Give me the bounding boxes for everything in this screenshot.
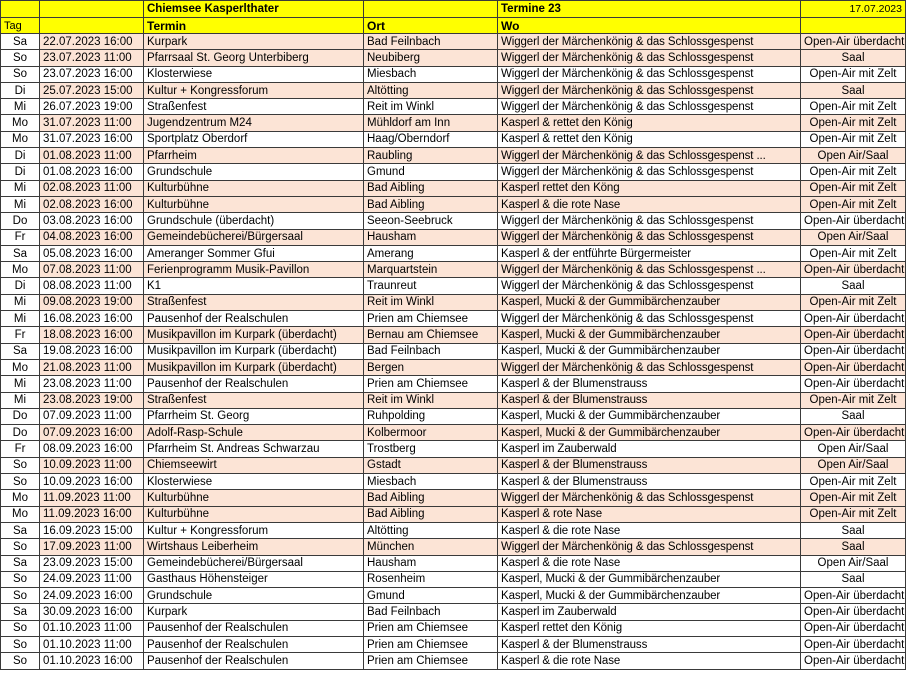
cell-type[interactable]: Open-Air überdacht: [801, 327, 906, 343]
cell-venue[interactable]: Pfarrheim St. Andreas Schwarzau: [144, 441, 364, 457]
cell-day[interactable]: Sa: [1, 555, 40, 571]
cell-date[interactable]: 31.07.2023 11:00: [40, 115, 144, 131]
cell-date[interactable]: 23.07.2023 16:00: [40, 66, 144, 82]
cell-town[interactable]: Seeon-Seebruck: [364, 213, 498, 229]
cell-day[interactable]: So: [1, 653, 40, 669]
cell-day[interactable]: So: [1, 636, 40, 652]
cell-venue[interactable]: Musikpavillon im Kurpark (überdacht): [144, 327, 364, 343]
table-row: [1, 50, 906, 66]
cell-date[interactable]: 11.09.2023 16:00: [40, 506, 144, 522]
cell-type[interactable]: Open-Air überdacht: [801, 343, 906, 359]
cell-empty[interactable]: [801, 18, 906, 34]
cell-type[interactable]: Open-Air überdacht: [801, 262, 906, 278]
cell-show[interactable]: Kasperl & rettet den König: [498, 115, 801, 131]
cell-show[interactable]: Wiggerl der Märchenkönig & das Schlossgespenst: [498, 213, 801, 229]
cell-day[interactable]: So: [1, 474, 40, 490]
table-row: [1, 196, 906, 212]
cell-day[interactable]: Mi: [1, 294, 40, 310]
cell-show[interactable]: Wiggerl der Märchenkönig & das Schlossgespenst: [498, 164, 801, 180]
table-row: [1, 620, 906, 636]
cell-day[interactable]: Di: [1, 148, 40, 164]
cell-show[interactable]: Kasperl & der Blumenstrauss: [498, 457, 801, 473]
cell-town[interactable]: Raubling: [364, 148, 498, 164]
cell-day[interactable]: Mo: [1, 262, 40, 278]
cell-show[interactable]: Kasperl im Zauberwald: [498, 604, 801, 620]
cell-show[interactable]: Wiggerl der Märchenkönig & das Schlossgespenst: [498, 359, 801, 375]
cell-day[interactable]: So: [1, 457, 40, 473]
cell-day[interactable]: Mi: [1, 180, 40, 196]
cell-date[interactable]: 08.09.2023 16:00: [40, 441, 144, 457]
col-header-tag[interactable]: Tag: [1, 18, 40, 34]
cell-venue[interactable]: Straßenfest: [144, 99, 364, 115]
table-row: [1, 311, 906, 327]
cell-venue[interactable]: Sportplatz Oberdorf: [144, 131, 364, 147]
cell-town[interactable]: Bad Feilnbach: [364, 343, 498, 359]
cell-show[interactable]: Kasperl, Mucki & der Gummibärchenzauber: [498, 425, 801, 441]
cell-date[interactable]: 24.09.2023 11:00: [40, 571, 144, 587]
cell-type[interactable]: Saal: [801, 82, 906, 98]
cell-venue[interactable]: Kurpark: [144, 34, 364, 50]
cell-date[interactable]: 04.08.2023 16:00: [40, 229, 144, 245]
table-row: [1, 457, 906, 473]
cell-town[interactable]: Bernau am Chiemsee: [364, 327, 498, 343]
cell-venue[interactable]: Pausenhof der Realschulen: [144, 653, 364, 669]
table-row: [1, 522, 906, 538]
cell-venue[interactable]: K1: [144, 278, 364, 294]
cell-day[interactable]: Fr: [1, 441, 40, 457]
table-row: [1, 164, 906, 180]
cell-type[interactable]: Open-Air überdacht: [801, 588, 906, 604]
cell-town[interactable]: Bergen: [364, 359, 498, 375]
table-row: [1, 425, 906, 441]
table-row: [1, 571, 906, 587]
cell-empty[interactable]: [1, 1, 40, 18]
cell-venue[interactable]: Gasthaus Höhensteiger: [144, 571, 364, 587]
table-row: [1, 408, 906, 424]
table-row: [1, 441, 906, 457]
table-row: [1, 115, 906, 131]
cell-day[interactable]: Di: [1, 82, 40, 98]
cell-date[interactable]: 01.10.2023 11:00: [40, 636, 144, 652]
cell-empty[interactable]: [40, 18, 144, 34]
cell-date[interactable]: 18.08.2023 16:00: [40, 327, 144, 343]
cell-date[interactable]: 24.09.2023 16:00: [40, 588, 144, 604]
cell-date[interactable]: 01.08.2023 11:00: [40, 148, 144, 164]
cell-type[interactable]: Open-Air mit Zelt: [801, 99, 906, 115]
cell-day[interactable]: So: [1, 571, 40, 587]
cell-date[interactable]: 01.10.2023 16:00: [40, 653, 144, 669]
col-header-termin[interactable]: Termin: [144, 18, 364, 34]
cell-venue[interactable]: Kulturbühne: [144, 196, 364, 212]
cell-town[interactable]: Hausham: [364, 555, 498, 571]
cell-day[interactable]: Mi: [1, 311, 40, 327]
cell-date[interactable]: 23.09.2023 15:00: [40, 555, 144, 571]
cell-type[interactable]: Saal: [801, 522, 906, 538]
cell-show[interactable]: Kasperl im Zauberwald: [498, 441, 801, 457]
cell-show[interactable]: Wiggerl der Märchenkönig & das Schlossgespenst: [498, 82, 801, 98]
cell-venue[interactable]: Pausenhof der Realschulen: [144, 636, 364, 652]
cell-date[interactable]: 26.07.2023 19:00: [40, 99, 144, 115]
cell-venue[interactable]: Musikpavillon im Kurpark (überdacht): [144, 343, 364, 359]
table-row: [1, 99, 906, 115]
cell-venue[interactable]: Chiemseewirt: [144, 457, 364, 473]
table-row: [1, 229, 906, 245]
cell-date[interactable]: 23.07.2023 11:00: [40, 50, 144, 66]
cell-type[interactable]: Open Air/Saal: [801, 148, 906, 164]
cell-show[interactable]: Kasperl & rote Nase: [498, 506, 801, 522]
cell-day[interactable]: Mo: [1, 115, 40, 131]
cell-town[interactable]: Rosenheim: [364, 571, 498, 587]
cell-day[interactable]: Di: [1, 164, 40, 180]
cell-show[interactable]: Wiggerl der Märchenkönig & das Schlossgespenst: [498, 66, 801, 82]
table-row: [1, 604, 906, 620]
cell-town[interactable]: Bad Aibling: [364, 490, 498, 506]
cell-show[interactable]: Kasperl, Mucki & der Gummibärchenzauber: [498, 571, 801, 587]
cell-town[interactable]: Ruhpolding: [364, 408, 498, 424]
cell-show[interactable]: Wiggerl der Märchenkönig & das Schlossgespenst: [498, 50, 801, 66]
cell-day[interactable]: Sa: [1, 34, 40, 50]
cell-date[interactable]: 07.09.2023 16:00: [40, 425, 144, 441]
cell-type[interactable]: Open-Air überdacht: [801, 620, 906, 636]
table-row: [1, 180, 906, 196]
cell-type[interactable]: Open-Air mit Zelt: [801, 392, 906, 408]
cell-show[interactable]: Kasperl & die rote Nase: [498, 196, 801, 212]
cell-day[interactable]: Do: [1, 213, 40, 229]
cell-town[interactable]: Miesbach: [364, 474, 498, 490]
cell-day[interactable]: Sa: [1, 604, 40, 620]
cell-empty[interactable]: [364, 1, 498, 18]
cell-day[interactable]: So: [1, 66, 40, 82]
cell-show[interactable]: Wiggerl der Märchenkönig & das Schlossgespenst: [498, 34, 801, 50]
cell-town[interactable]: Bad Aibling: [364, 196, 498, 212]
cell-show[interactable]: Kasperl & der Blumenstrauss: [498, 636, 801, 652]
table-row: [1, 66, 906, 82]
cell-venue[interactable]: Kurpark: [144, 604, 364, 620]
table-row: [1, 474, 906, 490]
cell-type[interactable]: Open Air/Saal: [801, 229, 906, 245]
cell-date[interactable]: 09.08.2023 19:00: [40, 294, 144, 310]
cell-date[interactable]: 16.08.2023 16:00: [40, 311, 144, 327]
cell-day[interactable]: Mi: [1, 392, 40, 408]
cell-day[interactable]: Di: [1, 278, 40, 294]
cell-town[interactable]: Gmund: [364, 164, 498, 180]
cell-venue[interactable]: Kulturbühne: [144, 490, 364, 506]
cell-day[interactable]: So: [1, 50, 40, 66]
table-row: [1, 343, 906, 359]
cell-day[interactable]: Mo: [1, 506, 40, 522]
cell-show[interactable]: Kasperl & rettet den König: [498, 131, 801, 147]
cell-venue[interactable]: Gemeindebücherei/Bürgersaal: [144, 229, 364, 245]
cell-type[interactable]: Open-Air mit Zelt: [801, 490, 906, 506]
cell-type[interactable]: Open-Air mit Zelt: [801, 196, 906, 212]
cell-type[interactable]: Open-Air mit Zelt: [801, 506, 906, 522]
cell-venue[interactable]: Straßenfest: [144, 392, 364, 408]
cell-date[interactable]: 07.09.2023 11:00: [40, 408, 144, 424]
cell-show[interactable]: Kasperl & der Blumenstrauss: [498, 392, 801, 408]
cell-day[interactable]: Mo: [1, 131, 40, 147]
cell-date[interactable]: 01.10.2023 11:00: [40, 620, 144, 636]
cell-date[interactable]: 03.08.2023 16:00: [40, 213, 144, 229]
cell-date[interactable]: 05.08.2023 16:00: [40, 245, 144, 261]
cell-show[interactable]: Wiggerl der Märchenkönig & das Schlossgespenst: [498, 311, 801, 327]
cell-town[interactable]: Marquartstein: [364, 262, 498, 278]
cell-show[interactable]: Kasperl & der entführte Bürgermeister: [498, 245, 801, 261]
cell-town[interactable]: Bad Feilnbach: [364, 604, 498, 620]
cell-day[interactable]: Fr: [1, 229, 40, 245]
cell-venue[interactable]: Ameranger Sommer Gfui: [144, 245, 364, 261]
cell-type[interactable]: Open-Air überdacht: [801, 311, 906, 327]
table-row: [1, 506, 906, 522]
cell-venue[interactable]: Musikpavillon im Kurpark (überdacht): [144, 359, 364, 375]
table-row: [1, 359, 906, 375]
cell-town[interactable]: Reit im Winkl: [364, 392, 498, 408]
cell-type[interactable]: Open-Air überdacht: [801, 636, 906, 652]
cell-date[interactable]: 22.07.2023 16:00: [40, 34, 144, 50]
cell-type[interactable]: Saal: [801, 408, 906, 424]
cell-venue[interactable]: Kultur + Kongressforum: [144, 522, 364, 538]
cell-date[interactable]: 25.07.2023 15:00: [40, 82, 144, 98]
cell-day[interactable]: So: [1, 588, 40, 604]
cell-venue[interactable]: Grundschule: [144, 588, 364, 604]
cell-type[interactable]: Open Air/Saal: [801, 441, 906, 457]
cell-venue[interactable]: Klosterwiese: [144, 474, 364, 490]
cell-venue[interactable]: Gemeindebücherei/Bürgersaal: [144, 555, 364, 571]
cell-date[interactable]: 07.08.2023 11:00: [40, 262, 144, 278]
cell-show[interactable]: Kasperl rettet den Köng: [498, 180, 801, 196]
cell-date[interactable]: 31.07.2023 16:00: [40, 131, 144, 147]
cell-town[interactable]: Gstadt: [364, 457, 498, 473]
cell-town[interactable]: Bad Aibling: [364, 180, 498, 196]
table-row: [1, 327, 906, 343]
cell-show[interactable]: Wiggerl der Märchenkönig & das Schlossgespenst ...: [498, 148, 801, 164]
cell-venue[interactable]: Kulturbühne: [144, 180, 364, 196]
cell-show[interactable]: Wiggerl der Märchenkönig & das Schlossgespenst ...: [498, 262, 801, 278]
col-header-ort[interactable]: Ort: [364, 18, 498, 34]
cell-show[interactable]: Kasperl, Mucki & der Gummibärchenzauber: [498, 294, 801, 310]
cell-venue[interactable]: Pfarrheim: [144, 148, 364, 164]
cell-day[interactable]: Do: [1, 408, 40, 424]
cell-type[interactable]: Open-Air mit Zelt: [801, 115, 906, 131]
cell-date[interactable]: 02.08.2023 11:00: [40, 180, 144, 196]
cell-show[interactable]: Wiggerl der Märchenkönig & das Schlossgespenst: [498, 490, 801, 506]
cell-venue[interactable]: Pfarrheim St. Georg: [144, 408, 364, 424]
cell-day[interactable]: Sa: [1, 245, 40, 261]
cell-show[interactable]: Kasperl, Mucki & der Gummibärchenzauber: [498, 588, 801, 604]
cell-show[interactable]: Kasperl & die rote Nase: [498, 555, 801, 571]
table-row: [1, 653, 906, 669]
cell-type[interactable]: Open Air/Saal: [801, 457, 906, 473]
cell-date[interactable]: 11.09.2023 11:00: [40, 490, 144, 506]
cell-town[interactable]: Amerang: [364, 245, 498, 261]
cell-town[interactable]: Prien am Chiemsee: [364, 636, 498, 652]
cell-date[interactable]: 30.09.2023 16:00: [40, 604, 144, 620]
cell-type[interactable]: Saal: [801, 571, 906, 587]
cell-date[interactable]: 01.08.2023 16:00: [40, 164, 144, 180]
table-row: [1, 376, 906, 392]
cell-venue[interactable]: Adolf-Rasp-Schule: [144, 425, 364, 441]
cell-type[interactable]: Open-Air überdacht: [801, 359, 906, 375]
cell-date[interactable]: 10.09.2023 16:00: [40, 474, 144, 490]
cell-town[interactable]: Altötting: [364, 522, 498, 538]
cell-date[interactable]: 10.09.2023 11:00: [40, 457, 144, 473]
cell-day[interactable]: Mi: [1, 376, 40, 392]
cell-date[interactable]: 21.08.2023 11:00: [40, 359, 144, 375]
table-row: [1, 82, 906, 98]
cell-day[interactable]: Mi: [1, 99, 40, 115]
cell-day[interactable]: So: [1, 620, 40, 636]
header-row-2: [1, 18, 906, 34]
cell-town[interactable]: Prien am Chiemsee: [364, 653, 498, 669]
cell-venue[interactable]: Straßenfest: [144, 294, 364, 310]
table-row: [1, 588, 906, 604]
cell-show[interactable]: Wiggerl der Märchenkönig & das Schlossgespenst: [498, 99, 801, 115]
cell-day[interactable]: Do: [1, 425, 40, 441]
cell-empty[interactable]: [40, 1, 144, 18]
table-row: [1, 131, 906, 147]
cell-venue[interactable]: Pfarrsaal St. Georg Unterbiberg: [144, 50, 364, 66]
cell-town[interactable]: München: [364, 539, 498, 555]
table-row: [1, 34, 906, 50]
cell-show[interactable]: Kasperl, Mucki & der Gummibärchenzauber: [498, 327, 801, 343]
cell-town[interactable]: Hausham: [364, 229, 498, 245]
cell-show[interactable]: Wiggerl der Märchenkönig & das Schlossgespenst: [498, 278, 801, 294]
table-row: [1, 245, 906, 261]
cell-date[interactable]: 17.09.2023 11:00: [40, 539, 144, 555]
table-row: [1, 294, 906, 310]
cell-day[interactable]: Mo: [1, 490, 40, 506]
cell-type[interactable]: Open-Air mit Zelt: [801, 474, 906, 490]
cell-town[interactable]: Bad Aibling: [364, 506, 498, 522]
cell-day[interactable]: Mo: [1, 359, 40, 375]
cell-date[interactable]: 23.08.2023 11:00: [40, 376, 144, 392]
cell-type[interactable]: Open-Air überdacht: [801, 425, 906, 441]
cell-type[interactable]: Saal: [801, 278, 906, 294]
cell-venue[interactable]: Pausenhof der Realschulen: [144, 620, 364, 636]
cell-venue[interactable]: Kultur + Kongressforum: [144, 82, 364, 98]
table-row: [1, 262, 906, 278]
termine-label[interactable]: Termine 23: [498, 1, 801, 18]
table-row: [1, 490, 906, 506]
cell-date[interactable]: 16.09.2023 15:00: [40, 522, 144, 538]
cell-show[interactable]: Kasperl rettet den König: [498, 620, 801, 636]
cell-type[interactable]: Open-Air mit Zelt: [801, 245, 906, 261]
cell-town[interactable]: Prien am Chiemsee: [364, 620, 498, 636]
cell-venue[interactable]: Klosterwiese: [144, 66, 364, 82]
cell-date[interactable]: 08.08.2023 11:00: [40, 278, 144, 294]
cell-venue[interactable]: Pausenhof der Realschulen: [144, 376, 364, 392]
cell-type[interactable]: Open-Air mit Zelt: [801, 164, 906, 180]
cell-show[interactable]: Kasperl, Mucki & der Gummibärchenzauber: [498, 343, 801, 359]
table-row: [1, 392, 906, 408]
cell-show[interactable]: Wiggerl der Märchenkönig & das Schlossgespenst: [498, 229, 801, 245]
cell-day[interactable]: Sa: [1, 343, 40, 359]
table-row: [1, 213, 906, 229]
cell-town[interactable]: Haag/Oberndorf: [364, 131, 498, 147]
cell-day[interactable]: So: [1, 539, 40, 555]
cell-town[interactable]: Reit im Winkl: [364, 99, 498, 115]
cell-date[interactable]: 02.08.2023 16:00: [40, 196, 144, 212]
cell-type[interactable]: Open-Air überdacht: [801, 653, 906, 669]
table-row: [1, 278, 906, 294]
table-row: [1, 539, 906, 555]
cell-day[interactable]: Fr: [1, 327, 40, 343]
sheet-date[interactable]: 17.07.2023: [801, 1, 906, 18]
cell-town[interactable]: Prien am Chiemsee: [364, 311, 498, 327]
cell-show[interactable]: Kasperl & die rote Nase: [498, 653, 801, 669]
cell-type[interactable]: Open-Air überdacht: [801, 376, 906, 392]
cell-type[interactable]: Saal: [801, 50, 906, 66]
cell-town[interactable]: Reit im Winkl: [364, 294, 498, 310]
cell-show[interactable]: Wiggerl der Märchenkönig & das Schlossgespenst: [498, 539, 801, 555]
cell-town[interactable]: Mühldorf am Inn: [364, 115, 498, 131]
cell-show[interactable]: Kasperl & der Blumenstrauss: [498, 474, 801, 490]
cell-show[interactable]: Kasperl & der Blumenstrauss: [498, 376, 801, 392]
cell-venue[interactable]: Kulturbühne: [144, 506, 364, 522]
col-header-wo[interactable]: Wo: [498, 18, 801, 34]
cell-type[interactable]: Open-Air mit Zelt: [801, 180, 906, 196]
cell-town[interactable]: Neubiberg: [364, 50, 498, 66]
table-row: [1, 636, 906, 652]
cell-town[interactable]: Miesbach: [364, 66, 498, 82]
sheet-title[interactable]: Chiemsee Kasperlthater: [144, 1, 364, 18]
cell-town[interactable]: Altötting: [364, 82, 498, 98]
cell-venue[interactable]: Ferienprogramm Musik-Pavillon: [144, 262, 364, 278]
cell-town[interactable]: Traunreut: [364, 278, 498, 294]
cell-town[interactable]: Trostberg: [364, 441, 498, 457]
cell-show[interactable]: Kasperl, Mucki & der Gummibärchenzauber: [498, 408, 801, 424]
cell-day[interactable]: Sa: [1, 522, 40, 538]
cell-show[interactable]: Kasperl & die rote Nase: [498, 522, 801, 538]
table-row: [1, 555, 906, 571]
cell-type[interactable]: Open-Air mit Zelt: [801, 66, 906, 82]
cell-type[interactable]: Open-Air mit Zelt: [801, 131, 906, 147]
cell-town[interactable]: Bad Feilnbach: [364, 34, 498, 50]
cell-type[interactable]: Saal: [801, 539, 906, 555]
cell-type[interactable]: Open Air/Saal: [801, 555, 906, 571]
cell-date[interactable]: 19.08.2023 16:00: [40, 343, 144, 359]
header-row-1: [1, 1, 906, 18]
cell-venue[interactable]: Pausenhof der Realschulen: [144, 311, 364, 327]
cell-venue[interactable]: Wirtshaus Leiberheim: [144, 539, 364, 555]
cell-type[interactable]: Open-Air überdacht: [801, 34, 906, 50]
cell-day[interactable]: Mi: [1, 196, 40, 212]
cell-town[interactable]: Gmund: [364, 588, 498, 604]
cell-town[interactable]: Kolbermoor: [364, 425, 498, 441]
cell-venue[interactable]: Grundschule (überdacht): [144, 213, 364, 229]
cell-date[interactable]: 23.08.2023 19:00: [40, 392, 144, 408]
table-row: [1, 148, 906, 164]
cell-type[interactable]: Open-Air überdacht: [801, 213, 906, 229]
cell-venue[interactable]: Grundschule: [144, 164, 364, 180]
cell-type[interactable]: Open-Air überdacht: [801, 604, 906, 620]
cell-venue[interactable]: Jugendzentrum M24: [144, 115, 364, 131]
cell-type[interactable]: Open-Air mit Zelt: [801, 294, 906, 310]
cell-town[interactable]: Prien am Chiemsee: [364, 376, 498, 392]
